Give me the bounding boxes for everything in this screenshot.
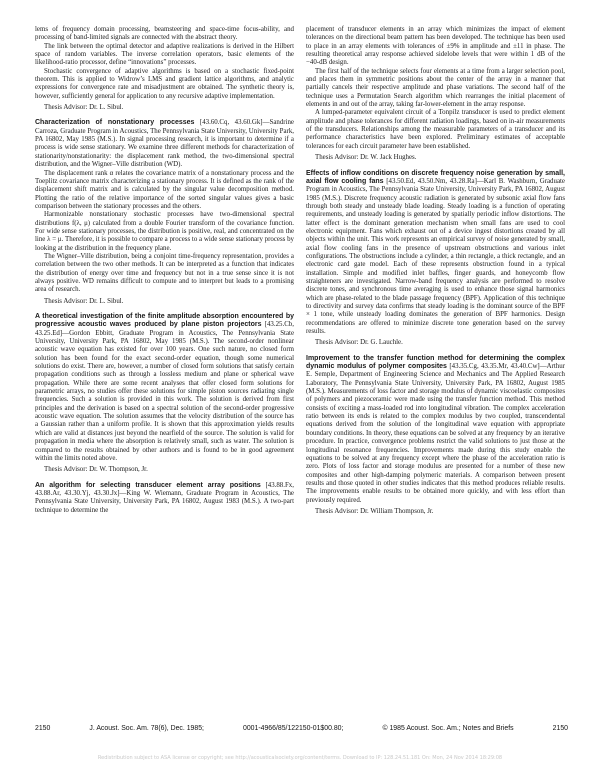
copyright-notice: © 1985 Acoust. Soc. Am.; Notes and Briefs [382,725,514,732]
left-column [35,26,294,515]
abstract-title: Effects of inflow conditions on discrete frequency noise generation by small, axial flow cooling fans [306,169,565,185]
thesis-advisor: Thesis Advisor: Dr. W. Thompson, Jr. [44,466,148,474]
page-footer [35,725,568,732]
abstract-title: Improvement to the transfer function method for determining the complex dynamic modulus of polymer composites [306,354,565,371]
continued-paragraph: The first half of the technique selects four elements at a time from a larger selection pool, and places them in symmetric positions about the center of the array in a manner that partially cancels their respective amplitude and phase variations. The second half of the technique uses a Permutation Search algorithm which rearranges the initial placement of elements in and out of the array, taking far-lower-element in the array response. [306,67,565,109]
abstract-body: [43.35.Cg, 43.35.Mr, 43.40.Cw]—Arthur E. Semple, Department of Engineering Science and Mechanics and The Applied Research Laboratory, The Pennsylvania State University, University Park, PA 16802, August 1985 (M.S.). Measurements of loss factor and storage modulus of dynamic viscoelastic composites of polymers and piezoceramic were made using the transfer function method. This method consists of exciting a mass-loaded rod into longitudinal vibration. The complex acceleration ratio between its ends is related to the complex modulus by two coupled, transcendental equations derived from the solution of the longitudinal wave equation with appropriate boundary conditions. In theory, these equations can be solved at any frequency by an iterative procedure. In practice, convergence problems restrict the valid solutions to just those at the longitudinal resonance frequencies. Improvements made during this study enable the equations to be solved at any frequency except where the phase of the acceleration ratio is zero. Plots of loss factor and storage modulus are presented for a number of these new composites and other high-damping polymeric materials. A comparison between present results and those quoted in other studies indicates that this method produces reliable results. The improvements enable results to be obtained more quickly, and with less effort than previously required. [306,363,565,504]
thesis-advisor: Thesis Advisor: Dr. William Thompson, Jr. [315,507,434,515]
abstract-body: [43.60.Cq, 43.60.Gk]—Sandrine Carroza, Graduate Program in Acoustics, The Pennsylvania State University, University Park, PA 16802, May 1985 (M.S.). In signal processing research, it is important to determine if a process is wide sense stationary. We examine three different methods for characterization of stationarity/nonstationarity: the displacement rank method, the two-dimensional spectral distribution, and the Wigner–Ville distribution (WD). [35,119,294,169]
abstract-title: A theoretical investigation of the finite amplitude absorption encountered by progressive acoustic waves produced by plane piston projectors [35,313,294,329]
abstract-paragraph: Harmonizable nonstationary stochastic processes have two-dimensional spectral distributions f(λ, μ) calculated from a double Fourier transform of the covariance function. For wide sense stationary processes, the distribution is positive, real, and concentrated on the line λ = μ. Therefore, it is possible to compare a process to a wide sense stationary process by looking at the distribution in the frequency plane. [35,211,294,252]
thesis-advisor: Thesis Advisor: Dr. G. Lauchle. [315,339,403,347]
right-column [306,26,565,523]
abstract-inflow-fans [306,170,565,337]
abstract-characterization [35,119,294,169]
page-number-left: 2150 [35,725,51,732]
abstract-paragraph: The displacement rank α relates the covariance matrix of a nonstationary process and the Toeplitz covariance matrix characterizing a stationary process. It is defined as the rank of the displacement shift matrix and is calculated by the singular value decomposition method. Plotting the ratio of the relative importance of the sorted singular values gives a basic comparison between the stationary processes and the others. [35,169,294,210]
abstract-body: [43.88.Fx, 43.88.Ar, 43.30.Yj, 43.30.Jx]—King W. Wiemann, Graduate Program in Acoustics, The Pennsylvania State University, University Park, PA 16802, August 1983 (M.S.). A two-part technique to determine the [35,481,294,514]
page-number-right: 2150 [552,725,568,732]
abstract-body: [43.50.Ed, 43.50.Nm, 43.28.Ra]—Karl B. Washburn, Graduate Program in Acoustics, The Pennsylvania State University, University Park, PA 16802, August 1985 (M.S.). Discrete frequency acoustic radiation is generated by subsonic axial flow fans through both steady and unsteady blade loading. Steady loading is a function of operating requirements, and unsteady loading is generated by spatially periodic inflow distortions. The latter effect is the dominant generation mechanism when small fans are used to cool electronic equipment. Fans which exhaust out of a device ingest distortions created by all objects within the unit. This work represents an empirical survey of noise generated by small, axial flow cooling fans in the presence of upstream obstructions and various inlet configurations. The obstructions include a cylinder, a thin rectangle, a thick rectangle, and an electronic card gate model. Each of these represents obstruction found in a typical installation. Simple and modified inlet baffles, finger guards, and honeycomb flow straighteners are investigated. Narrow-band frequency analysis are performed to resolve discrete tones, and synchronous time averaging is used to enhance those signal harmonics which are phase-related to the blade passage frequency (BPF). Application of this technique to directivity and survey data confirms that steady loading is the dominant source of the BPF × 1 tone, while unsteady loading dominates the generation of BPF harmonics. Design recommendations are offered to minimize discrete tone generation based on the survey results. [306,177,565,336]
abstract-finite-amplitude [35,313,294,463]
intro-paragraph: lems of frequency domain processing, beamsteering and space-time focus-ability, and processing of band-limited signals are connected with the abstract theory. [35,26,294,42]
journal-code: 0001-4966/85/122150-01$00.80; [243,725,344,732]
thesis-advisor: Thesis Advisor: Dr. L. Sibul. [44,104,124,112]
abstract-title: Characterization of nonstationary processes [35,119,195,127]
abstract-array-positions [35,482,294,515]
abstract-paragraph: The Wigner–Ville distribution, being a conjoint time-frequency representation, provides a correlation between the two other methods. It can be interpreted as a function that indicates the distribution of energy over time and frequency but not in a true sense since it is not always positive. WD remains difficult to compute and to interpret but leads to a promising area of research. [35,252,294,294]
thesis-advisor: Thesis Advisor: Dr. L. Sibul. [44,297,124,305]
abstract-transfer-function [306,355,565,505]
redistribution-notice: Redistribution subject to ASA license or copyright; see http://acousticalsociety.org/content/terms. Download to IP: 128.24.51.181 On: Mon, 24 Nov 2014 18:29:08 [97,755,503,761]
intro-paragraph: The link between the optimal detector and adaptive realizations is derived in the Hilbert space of random variables. The inverse correlation operators, basic elements of the likelihood-ratio processor, define “innovations” processes. [35,42,294,67]
thesis-advisor: Thesis Advisor: Dr. W. Jack Hughes. [315,154,417,162]
abstract-title: An algorithm for selecting transducer element array positions [35,481,261,489]
abstract-body: [43.25.Cb, 43.25.Ed]—Gordon Ebbitt, Graduate Program in Acoustics, The Pennsylvania State University, University Park, PA 16802, May 1985 (M.S.). The second-order nonlinear acoustic wave equation has existed for over 100 years. One such nature, no closed form solution has been found for the exact second-order equation, though some numerical solutions do exist. There are, however, a number of closed form solutions that satisfy certain propagation conditions such as through a lossless medium and plane or spherical wave propagation. While there are some recent analyses that offer closed form solutions for parametric arrays, no studies offer these solutions for simple piston sources radiating single frequencies. Such a solution is provided in this work. The solution is derived from first principles and the derivation is based on a spectral solution of the second-order progressive acoustic wave equation. The solution assumes that the velocity distribution of the source has a Gaussian rather than a uniform profile. It is shown that this approximation yields results which are valid at distances just beyond the nearfield of the source. The solution is valid for propagation in media where the absorption is relatively small, such as water. The solution is compared to the results obtained by other authors and is found to be in good agreement within the limits noted above. [35,321,294,462]
intro-paragraph: Stochastic convergence of adaptive algorithms is based on a stochastic fixed-point theorem. This is applied to Widrow’s LMS and gradient lattice algorithms, and analytic expressions for convergence rate and misadjustment are obtained. The synthetic theory is, however, sufficiently general for application to any recursive adaptive implementation. [35,67,294,100]
continued-paragraph: placement of transducer elements in an array which minimizes the impact of element tolerances on the directional beam pattern has been developed. The technique has been used to place in an array elements with tolerances of ±9% in amplitude and ±11 in phase. The resulting theoretical array response achieved sidelobe levels that were within 1 dB of the −40-dB design. [306,26,565,67]
journal-citation: J. Acoust. Soc. Am. 78(6), Dec. 1985; [89,725,204,732]
continued-paragraph: A lumped-parameter equivalent circuit of a Tonpilz transducer is used to predict element amplitude and phase tolerances for different radiation loadings, based on in-air measurements of the transducers. Relationships among the measurable parameters of a transducer and its performance characteristics have been explored. Preliminary estimates of acceptable tolerances for each circuit parameter have been established. [306,109,565,150]
